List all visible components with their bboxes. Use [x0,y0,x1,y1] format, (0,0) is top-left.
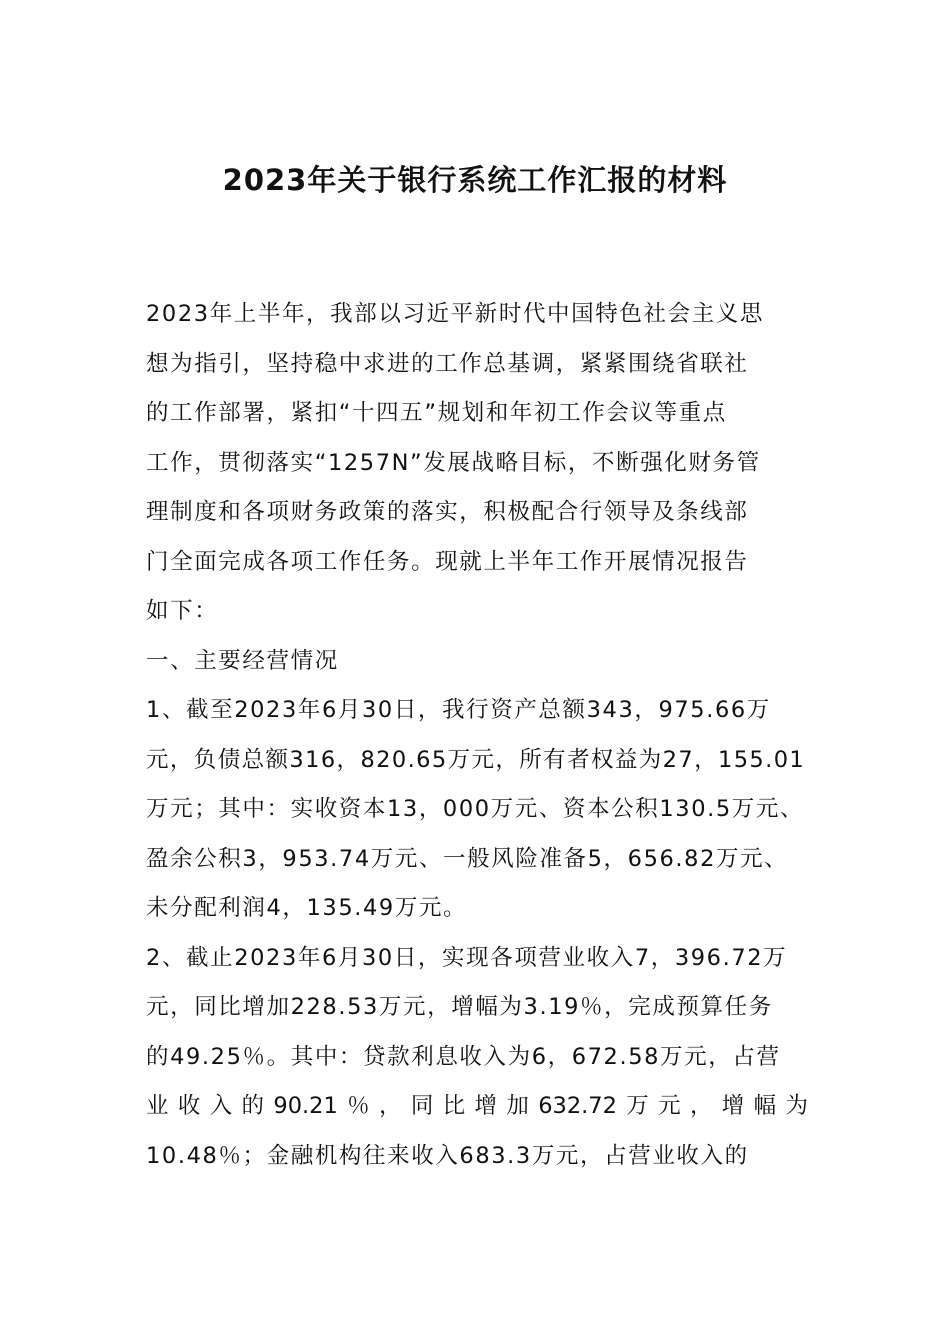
paragraph-line: 如下： [146,598,219,624]
paragraph-line: 门全面完成各项工作任务。现就上半年工作开展情况报告 [146,548,749,575]
paragraph-line: 想为指引，坚持稳中求进的工作总基调，紧紧围绕省联社 [146,350,749,377]
document-body [146,290,808,1181]
document-title: 2023年关于银行系统工作汇报的材料 [222,163,728,197]
paragraph-line: 的工作部署，紧扣“十四五”规划和年初工作会议等重点 [146,400,727,426]
paragraph-line: 10.48％；金融机构往来收入683.3万元，占营业收入的 [146,1142,749,1169]
paragraph-line: 理制度和各项财务政策的落实，积极配合行领导及条线部 [146,499,749,525]
paragraph-line: 元，同比增加228.53万元，增幅为3.19％，完成预算任务 [146,994,773,1020]
paragraph-line: 的49.25％。其中：贷款利息收入为6，672.58万元，占营 [146,1043,781,1070]
paragraph-line: 未分配利润4，135.49万元。 [146,895,468,921]
section-heading: 一、主要经营情况 [146,647,339,674]
paragraph-line: 工作，贯彻落实“1257N”发展战略目标，不断强化财务管 [146,449,761,476]
paragraph-line: 盈余公积3，953.74万元、一般风险准备5，656.82万元、 [146,845,789,872]
paragraph-line: 元，负债总额316，820.65万元，所有者权益为27，155.01 [146,746,806,773]
paragraph-line: 2、截止2023年6月30日，实现各项营业收入7，396.72万 [146,944,788,971]
paragraph-line: 2023年上半年，我部以习近平新时代中国特色社会主义思 [146,301,764,327]
paragraph-line: 业收入的90.21％，同比增加632.72万元，增幅为 [146,1093,808,1119]
paragraph-line: 1、截至2023年6月30日，我行资产总额343，975.66万 [146,697,771,723]
paragraph-line: 万元；其中：实收资本13，000万元、资本公积130.5万元、 [146,796,805,822]
